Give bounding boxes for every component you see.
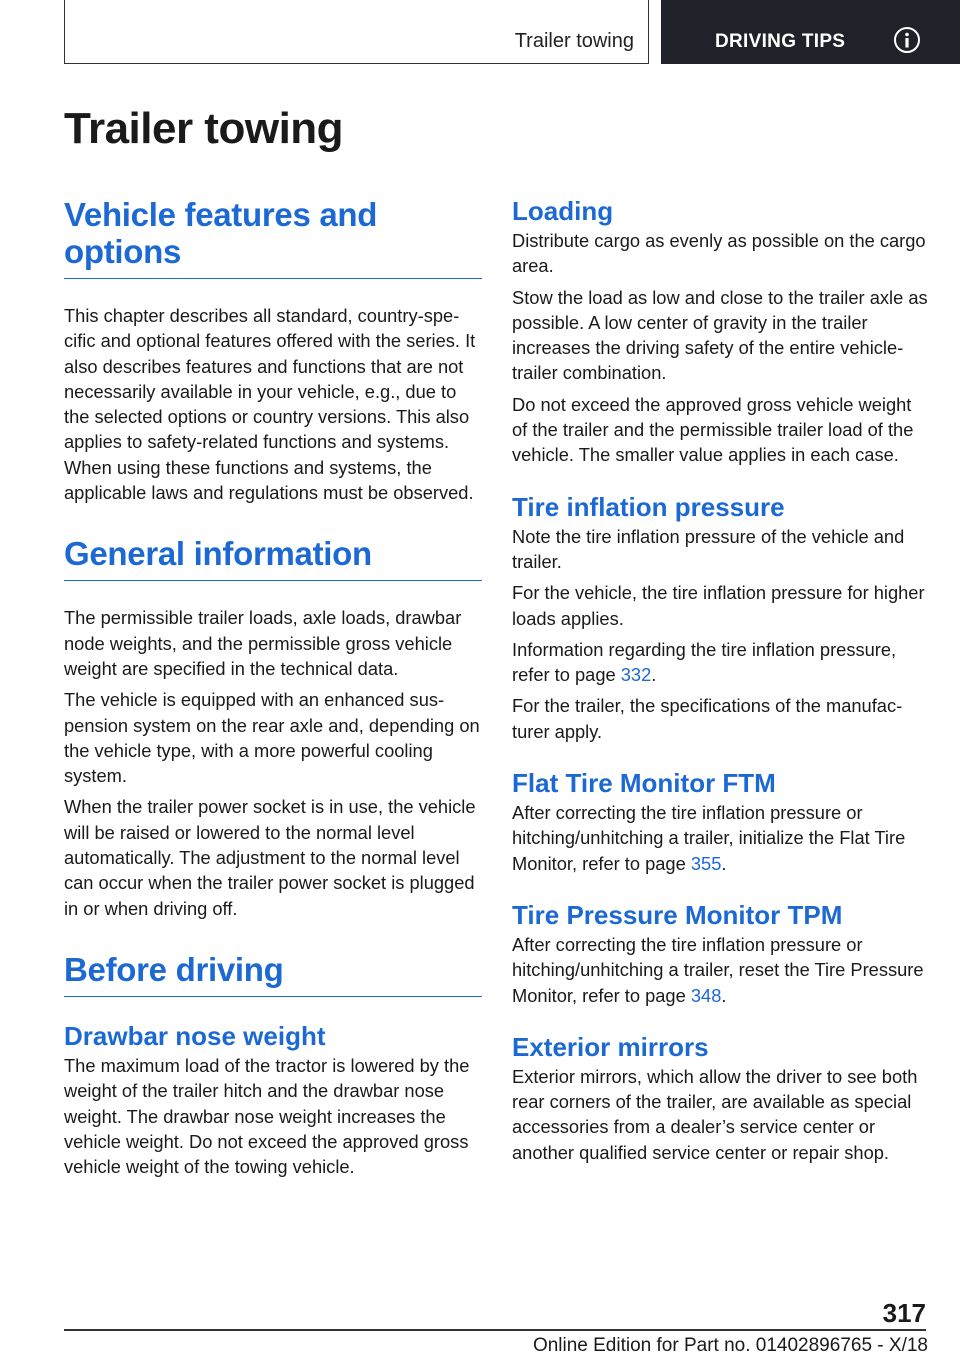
paragraph-text: After correcting the tire inflation pressure or hitching/unhitching a trailer, reset the Tire Pressure Monitor, refer to page bbox=[512, 933, 924, 1006]
paragraph bbox=[512, 932, 930, 1008]
heading-general-information: General information bbox=[64, 535, 482, 581]
paragraph bbox=[512, 637, 930, 688]
heading-tire-inflation-pressure: Tire inflation pressure bbox=[512, 491, 785, 522]
page-title: Trailer towing bbox=[64, 104, 344, 153]
paragraph: The vehicle is equipped with an enhanced suspension system on the rear axle and, depending on the vehicle type, with a more powerful cooling system. bbox=[64, 689, 480, 787]
paragraph: This chapter describes all standard, country-specific and optional features offered with the series. It also describes features and functions that are not necessarily available in your vehicle, e.g., due to the selected options or country versions. This also applies to safety-related functions and systems. When using these functions and systems, the applicable laws and regulations must be observed. bbox=[64, 305, 476, 504]
heading-loading: Loading bbox=[512, 196, 614, 226]
heading-tire-pressure-monitor: Tire Pressure Monitor TPM bbox=[512, 899, 843, 930]
paragraph: For the trailer, the specifications of the manufacturer apply. bbox=[512, 695, 903, 742]
page-reference-link[interactable]: 348 bbox=[690, 984, 722, 1006]
paragraph: The maximum load of the tractor is lowered by the weight of the trailer hitch and the drawbar nose weight. The drawbar nose weight increases the vehicle weight. Do not exceed the approved gross vehicle weight of the towing vehicle. bbox=[64, 1054, 470, 1178]
heading-vehicle-features-line2: options bbox=[64, 233, 182, 270]
paragraph-text: Information regarding the tire inflation pressure, refer to page bbox=[512, 638, 897, 686]
paragraph: Distribute cargo as evenly as possible on the cargo area. bbox=[512, 230, 926, 277]
paragraph: For the vehicle, the tire inflation pressure for higher loads applies. bbox=[512, 582, 925, 629]
paragraph: Note the tire inflation pressure of the vehicle and trailer. bbox=[512, 525, 905, 572]
footer-divider bbox=[64, 1329, 926, 1331]
paragraph bbox=[512, 800, 930, 876]
paragraph: Do not exceed the approved gross vehicle weight of the trailer and the permissible trailer load of the vehicle. The smaller value applies in each case. bbox=[512, 393, 914, 466]
footer-edition: Online Edition for Part no. 01402896765 - X/18 bbox=[532, 1335, 928, 1356]
paragraph: Stow the load as low and close to the trailer axle as possible. A low center of gravity in the trailer increases the driving safety of the entire vehicle-trailer combination. bbox=[512, 286, 928, 384]
heading-before-driving: Before driving bbox=[64, 951, 482, 997]
heading-flat-tire-monitor: Flat Tire Monitor FTM bbox=[512, 768, 776, 799]
paragraph: Exterior mirrors, which allow the driver to see both rear corners of the trailer, are available as special accessories from a dealer’s service center or another qualified service center or repair shop. bbox=[512, 1065, 918, 1163]
header-section-title: Trailer towing bbox=[514, 30, 634, 52]
page-number: 317 bbox=[882, 1298, 926, 1328]
header-chapter-title: DRIVING TIPS bbox=[715, 31, 846, 52]
paragraph: When the trailer power socket is in use, the vehicle will be raised or lowered to the normal level automatically. The adjustment to the normal level can occur when the trailer power socket is plugged in or when driving off. bbox=[64, 796, 476, 919]
paragraph-text: After correcting the tire inflation pressure or hitching/unhitching a trailer, initialize the Flat Tire Monitor, refer to page bbox=[512, 802, 906, 874]
paragraph-text: . bbox=[721, 984, 727, 1006]
paragraph-text: . bbox=[721, 852, 727, 874]
info-circle-icon[interactable] bbox=[893, 26, 921, 54]
left-column bbox=[64, 196, 482, 1185]
paragraph-text: . bbox=[651, 664, 657, 686]
paragraph: The permissible trailer loads, axle loads, drawbar node weights, and the permissible gross vehicle weight are specified in the technical data. bbox=[64, 607, 462, 679]
heading-vehicle-features-line1: Vehicle features and bbox=[64, 196, 378, 233]
header-chapter-tab[interactable] bbox=[661, 0, 960, 64]
heading-vehicle-features bbox=[64, 196, 482, 279]
right-column bbox=[512, 196, 930, 1171]
heading-exterior-mirrors: Exterior mirrors bbox=[512, 1031, 709, 1062]
heading-drawbar-nose-weight: Drawbar nose weight bbox=[64, 1020, 326, 1051]
page-reference-link[interactable]: 355 bbox=[690, 852, 722, 874]
page-reference-link[interactable]: 332 bbox=[620, 664, 652, 686]
